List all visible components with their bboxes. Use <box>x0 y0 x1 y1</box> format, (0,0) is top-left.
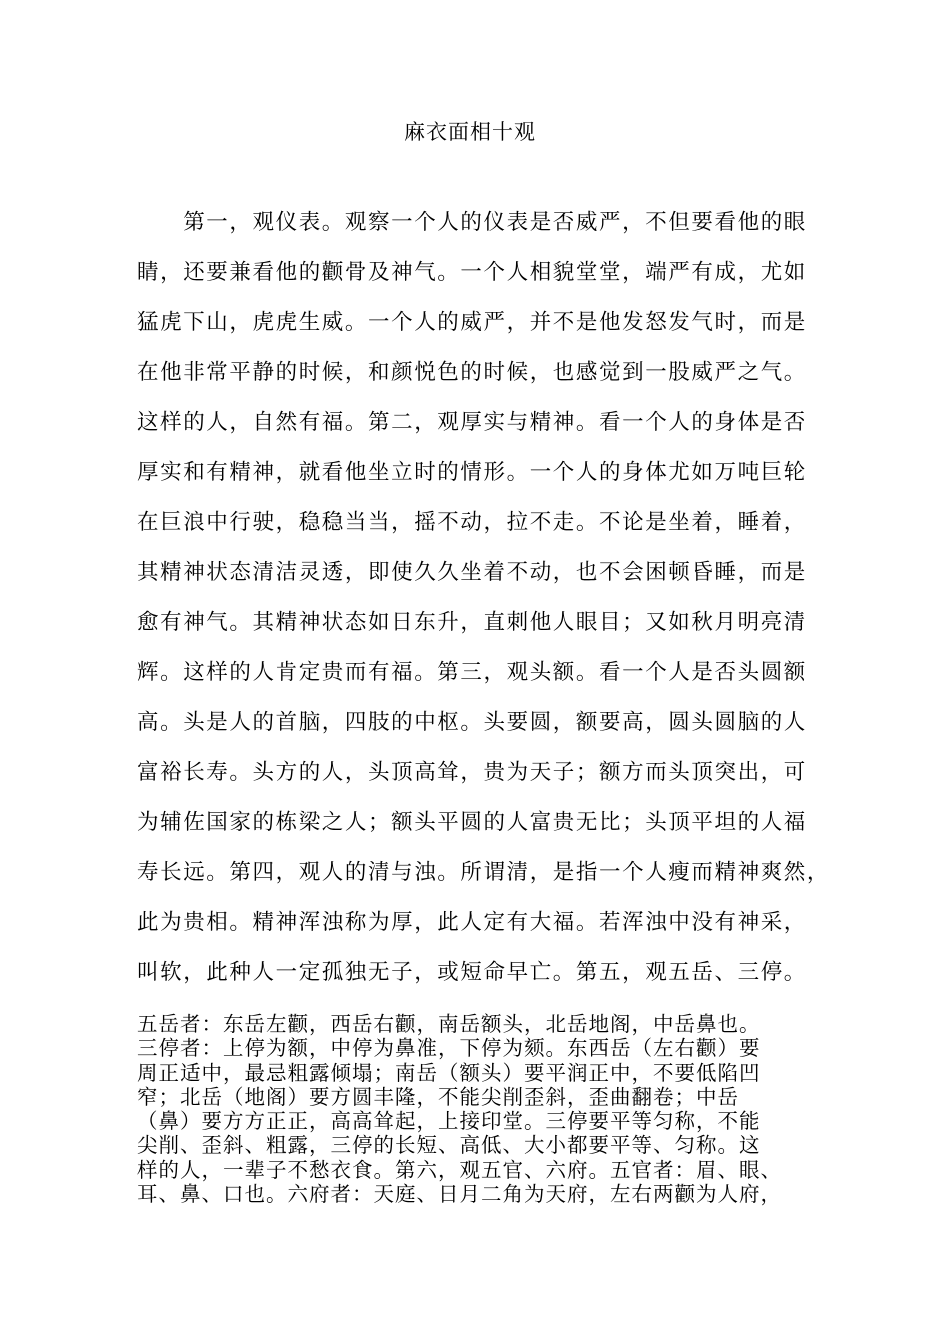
text-line: 辉。这样的人肯定贵而有福。第三，观头额。看一个人是否头圆额 <box>137 660 807 685</box>
text-line: 寿长远。第四，观人的清与浊。所谓清，是指一个人瘦而精神爽然， <box>137 860 831 885</box>
text-line: 尖削、歪斜、粗露，三停的长短、高低、大小都要平等、匀称。这 <box>137 1133 761 1158</box>
text-line: （鼻）要方方正正，高高耸起，上接印堂。三停要平等匀称，不能 <box>137 1109 761 1134</box>
text-line: 其精神状态清洁灵透，即使久久坐着不动，也不会困顿昏睡，而是 <box>137 560 807 585</box>
text-line: 这样的人，自然有福。第二，观厚实与精神。看一个人的身体是否 <box>137 410 807 435</box>
text-line: 三停者：上停为额，中停为鼻准，下停为颏。东西岳（左右颧）要 <box>137 1036 761 1061</box>
text-line: 富裕长寿。头方的人，头顶高耸，贵为天子；额方而头顶突出，可 <box>137 760 807 785</box>
text-line: 高。头是人的首脑，四肢的中枢。头要圆，额要高，圆头圆脑的人 <box>137 710 807 735</box>
text-line: 此为贵相。精神浑浊称为厚，此人定有大福。若浑浊中没有神采， <box>137 910 807 935</box>
document-title: 麻衣面相十观 <box>404 120 536 144</box>
text-line: 第一，观仪表。观察一个人的仪表是否威严，不但要看他的眼 <box>137 210 807 235</box>
text-line: 叫软，此种人一定孤独无子，或短命早亡。第五，观五岳、三停。 <box>137 960 807 985</box>
text-line: 周正适中，最忌粗露倾塌；南岳（额头）要平润正中，不要低陷凹 <box>137 1060 761 1085</box>
text-line: 厚实和有精神，就看他坐立时的情形。一个人的身体尤如万吨巨轮 <box>137 460 807 485</box>
text-line: 耳、鼻、口也。六府者：天庭、日月二角为天府，左右两颧为人府， <box>137 1182 782 1207</box>
text-line: 愈有神气。其精神状态如日东升，直刺他人眼目；又如秋月明亮清 <box>137 610 807 635</box>
text-line: 在他非常平静的时候，和颜悦色的时候，也感觉到一股威严之气。 <box>137 360 807 385</box>
body-text-spaced <box>137 205 831 1005</box>
text-line: 窄；北岳（地阁）要方圆丰隆，不能尖削歪斜，歪曲翻卷；中岳 <box>137 1084 739 1109</box>
text-line: 五岳者：东岳左颧，西岳右颧，南岳额头，北岳地阁，中岳鼻也。 <box>137 1012 761 1036</box>
text-line: 样的人，一辈子不愁衣食。第六，观五官、六府。五官者：眉、眼、 <box>137 1157 782 1182</box>
text-line: 猛虎下山，虎虎生威。一个人的威严，并不是他发怒发气时，而是 <box>137 310 807 335</box>
body-text-dense <box>137 1012 807 1206</box>
text-line: 为辅佐国家的栋梁之人；额头平圆的人富贵无比；头顶平坦的人福 <box>137 810 807 835</box>
text-line: 在巨浪中行驶，稳稳当当，摇不动，拉不走。不论是坐着，睡着， <box>137 510 807 535</box>
text-line: 睛，还要兼看他的颧骨及神气。一个人相貌堂堂，端严有成，尤如 <box>137 260 807 285</box>
